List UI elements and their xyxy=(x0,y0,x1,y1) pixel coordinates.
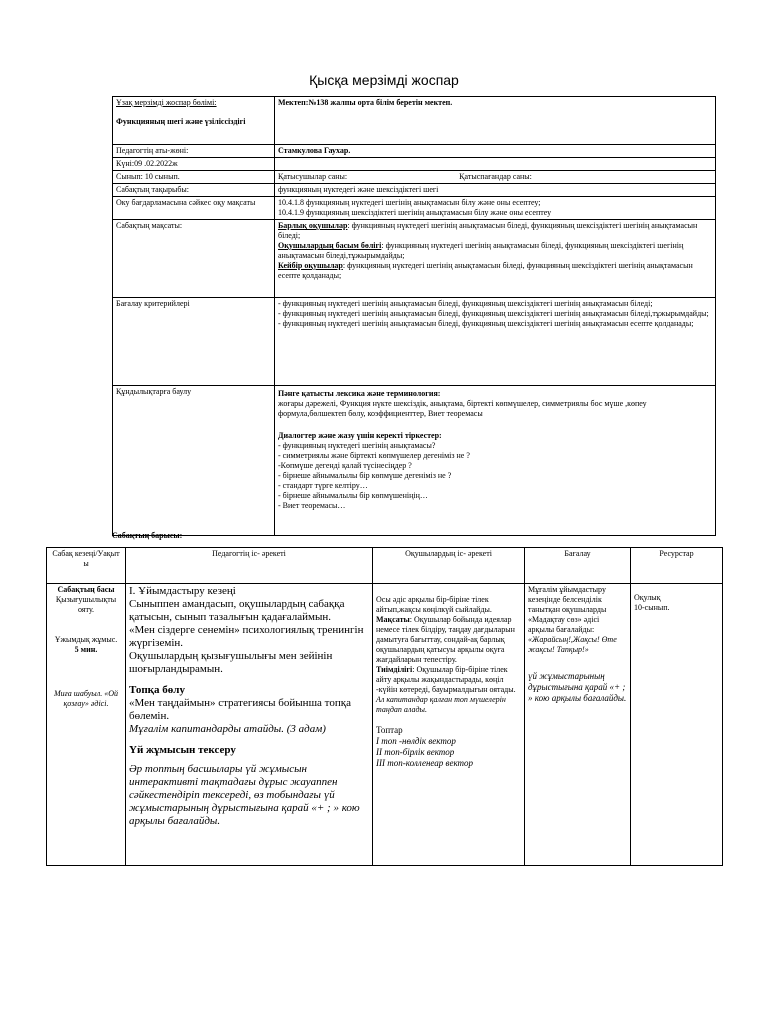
res-class: 10-сынып. xyxy=(634,603,670,612)
aim-3-text: : функцияның нүктедегі шегінің анықтамасын біледі, функцияның шексіздіктегі шегінің анықтамасын есепте қолданады; xyxy=(278,261,693,280)
col-stage: Сабақ кезеңі/Уақыт ы xyxy=(47,548,126,584)
date-empty xyxy=(275,158,716,171)
res-book: Оқулық xyxy=(634,593,661,602)
sa-goal-head: Мақсаты xyxy=(376,615,410,624)
absent-label: Қатыспағандар саны: xyxy=(459,172,532,181)
phrase-item: - функцияның нүктедегі шегінің анықтамасы? xyxy=(278,441,436,450)
as-words: «Жарайсың!,Жақсы! Өте жақсы! Тапқыр!» xyxy=(528,635,617,654)
as-praise: Мұғалім ұйымдастыру кезеңінде белсенділік танытқан оқушыларды «Мадақтау сөз» әдісі арқылы бағалайды: xyxy=(528,585,607,634)
date-cell: Күні:09 .02.2022ж xyxy=(113,158,275,171)
aim-label: Сабақтың мақсаты: xyxy=(113,220,275,298)
aim-3-head: Кейбір оқушылар xyxy=(278,261,343,270)
aim-1-head: Барлық оқушылар xyxy=(278,221,348,230)
sa-group-1: І топ -нөлдік вектор xyxy=(376,736,456,746)
phrase-item: - стандарт түрге келтіру… xyxy=(278,481,368,490)
criteria-3: - функцияның нүктедегі шегінің анықтамасын біледі, функцияның шексіздіктегі шегінің анықтамасын есепте қолданады; xyxy=(278,319,694,328)
student-activity xyxy=(373,584,525,866)
school-cell: Мектеп:№138 жалпы орта білім беретін мектеп. xyxy=(275,97,716,145)
long-term-cell xyxy=(113,97,275,145)
plan-header-table xyxy=(112,96,716,536)
stage-b: Ұжымдық жұмыс. xyxy=(54,635,118,644)
topic-label: Сабақтың тақырыбы: xyxy=(113,184,275,197)
sa-captains: Ал капитандар қалған топ мүшелерін таңдап алады. xyxy=(376,695,506,714)
phrase-item: -Көпмүше дегенді қалай түсінесіңдер ? xyxy=(278,461,412,470)
lesson-progress-table xyxy=(46,547,723,866)
attendance-cell xyxy=(275,171,716,184)
sa-wish: Осы әдіс арқылы бір-біріне тілек айтып,жақсы көңілкүй сыйлайды. xyxy=(376,595,492,614)
objective-label: Оку бағдарламасына сәйкес оқу мақсаты xyxy=(113,197,275,220)
objective-1: 10.4.1.8 функцияның нүктедегі шегінің анықтамасын білу және оны есептеу; xyxy=(278,198,541,207)
as-homework: үй жұмыстарының дұрыстығына қарай «+ ; » кою арқылы бағалайды. xyxy=(528,671,627,703)
col-students: Оқушылардың іс- әрекеті xyxy=(373,548,525,584)
sa-group-2: ІІ топ-бірлік вектор xyxy=(376,747,455,757)
phrase-item: - бірнеше айнымалылы бір көпмүшеніңің… xyxy=(278,491,428,500)
phrase-item: - симметриялы және біртекті көпмүшелер дегеніміз не ? xyxy=(278,451,470,460)
criteria-label: Бағалау критерийлері xyxy=(113,298,275,386)
criteria-1: - функцияның нүктедегі шегінің анықтамасын біледі, функцияның шексіздіктегі шегінің анықтамасын біледі; xyxy=(278,299,653,308)
teacher-name: Стамкулова Гаухар. xyxy=(275,145,716,158)
values-label: Құндылықтарға баулу xyxy=(113,386,275,536)
page-title: Қысқа мерзімді жоспар xyxy=(309,72,459,88)
aim-2-text: : функцияның нүктедегі шегінің анықтамасын біледі, функцияның шексіздіктегі шегінің анықтамасын біледі,тұжырымдайды; xyxy=(278,241,684,260)
stage-time: 5 мин. xyxy=(74,645,98,654)
col-resources: Ресурстар xyxy=(631,548,723,584)
resources-cell xyxy=(631,584,723,866)
stage-a: Қызығушылықты ояту. xyxy=(55,595,117,614)
ta-greet: Сыныппен амандасып, оқушылардың сабаққа қатысын, сынып тазалығын қадағалаймын. xyxy=(129,598,345,623)
aim-value xyxy=(275,220,716,298)
section-name: Функцияның шегі және үзіліссіздігі xyxy=(116,117,246,126)
aim-2-head: Оқушылардың басым бөлігі xyxy=(278,241,382,250)
phrase-item: - Виет теоремасы… xyxy=(278,501,346,510)
criteria-value xyxy=(275,298,716,386)
stage-method: Миға шабуыл. «Ой қозғау» әдісі. xyxy=(54,689,118,708)
aim-1-text: : функцияның нүктедегі шегінің анықтамасын біледі, функцияның шексіздіктегі шегінің анықтамасын біледі; xyxy=(278,221,698,240)
ta-group-text: «Мен таңдаймын» стратегиясы бойынша топқа бөлемін. xyxy=(129,697,351,722)
topic-value: функцияның нүктедегі және шексіздіктегі шегі xyxy=(275,184,716,197)
teacher-activity xyxy=(126,584,373,866)
vocab-text: жоғары дәрежелі, Функция нүкте шексіздік, анықтама, біртекті көпмүшелер, симметриялы бос мүше ,көпеу формула,бөлшектеп бөлу, коэффициенттер, Виет теоремасы xyxy=(278,399,647,418)
ta-captains: Мұғалім капитандарды атайды. (3 адам) xyxy=(129,723,326,735)
sa-eff-text: : Оқушылар бір-біріне тілек айту арқылы жақындастырады, көңіл -күйін көтереді, бауырмалдығын оятады. xyxy=(376,665,516,694)
present-label: Қатысушылар саны: xyxy=(278,172,348,181)
ta-focus: Оқушылардың қызығушылығы мен зейінін шоғырландырамын. xyxy=(129,650,333,675)
stage-title: Сабақтың басы xyxy=(57,585,115,594)
lesson-progress-label: Сабақтың барысы: xyxy=(112,531,183,540)
sa-group-3: ІІІ топ-колленеар вектор xyxy=(376,758,474,768)
objective-2: 10.4.1.9 функцияның шексіздіктегі шегінің анықтамасын білу және оны есептеу xyxy=(278,208,552,217)
phrases-title: Диалогтер және жазу үшін керекті тіркестер: xyxy=(278,431,442,440)
ta-homework-title: Үй жұмысын тексеру xyxy=(129,744,236,756)
sa-goal-text: : Оқушылар бойында идеялар немесе тілек білдіру, таңдау дағдыларын дамытуға бағыттау, сондай-ақ барлық оқушылардың қатысуы арқылы оқуға жағдайларын тепестіру. xyxy=(376,615,515,664)
sa-groups-title: Топтар xyxy=(376,725,403,735)
phrase-item: - бірнеше айнымалылы бір көпмүше дегеніміз не ? xyxy=(278,471,452,480)
teacher-label: Педагогтің аты-жөні: xyxy=(113,145,275,158)
col-teacher: Педагогтің іс- әрекеті xyxy=(126,548,373,584)
assessment-cell xyxy=(525,584,631,866)
long-term-label: Ұзақ мерзімді жоспар бөлімі: xyxy=(116,98,217,107)
ta-homework-text: Әр топтың басшылары үй жұмысын интерактивті тақтадағы дұрыс жауаппен сәйкестендіріп тексереді, өз тобындағы үй жұмыстарының дұрыстығына қарай «+ ; » кою арқылы бағалайды. xyxy=(129,763,360,827)
sa-eff-head: Тиімділігі xyxy=(376,665,413,674)
ta-org: І. Ұйымдастыру кезеңі xyxy=(129,585,236,597)
col-assessment: Бағалау xyxy=(525,548,631,584)
stage-cell xyxy=(47,584,126,866)
ta-training: «Мен сіздерге сенемін» психологиялық тренингін жүргіземін. xyxy=(129,624,364,649)
class-cell: Сынып: 10 сынып. xyxy=(113,171,275,184)
objective-value xyxy=(275,197,716,220)
values-content xyxy=(275,386,716,536)
criteria-2: - функцияның нүктедегі шегінің анықтамасын біледі, функцияның шексіздіктегі шегінің анықтамасын біледі,тұжырымдайды; xyxy=(278,309,709,318)
vocab-title: Пәнге қатысты лексика және терминология: xyxy=(278,389,441,398)
ta-group-title: Топқа бөлу xyxy=(129,684,185,696)
